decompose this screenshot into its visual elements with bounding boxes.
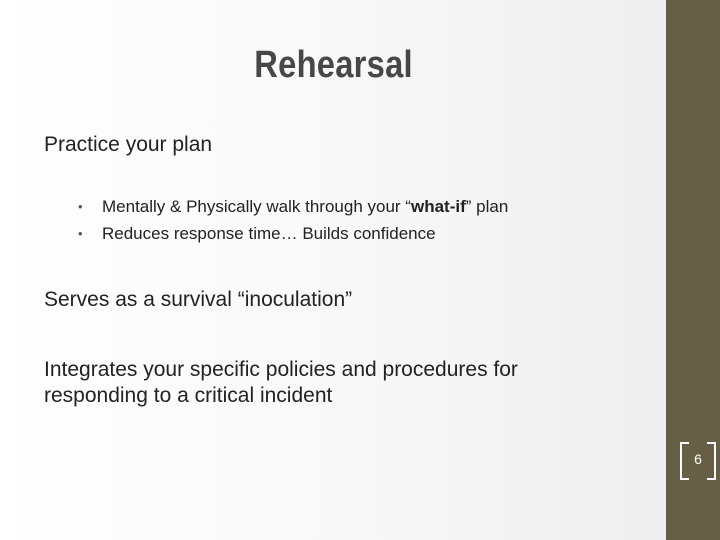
bullet-text-bold: what-if: [410, 197, 466, 216]
bullet-item: [78, 193, 508, 220]
bullet-marker: •: [78, 199, 83, 214]
bullet-item: [78, 220, 508, 247]
body-paragraph-practice: Practice your plan: [44, 133, 213, 156]
page-number-badge: [680, 442, 716, 478]
body-paragraph-inoculation: Serves as a survival “inoculation”: [44, 288, 353, 311]
bullet-text-part: Mentally & Physically walk through your “: [102, 197, 411, 216]
bullet-list: [78, 193, 508, 247]
bullet-text: Reduces response time… Builds confidence: [102, 224, 436, 243]
page-number: 6: [694, 451, 702, 467]
bullet-marker: •: [78, 226, 83, 241]
body-paragraph-integrates: Integrates your specific policies and procedures for responding to a critical incident: [44, 358, 518, 407]
bullet-text-part: ” plan: [465, 197, 509, 216]
slide-title: Rehearsal: [254, 44, 413, 86]
